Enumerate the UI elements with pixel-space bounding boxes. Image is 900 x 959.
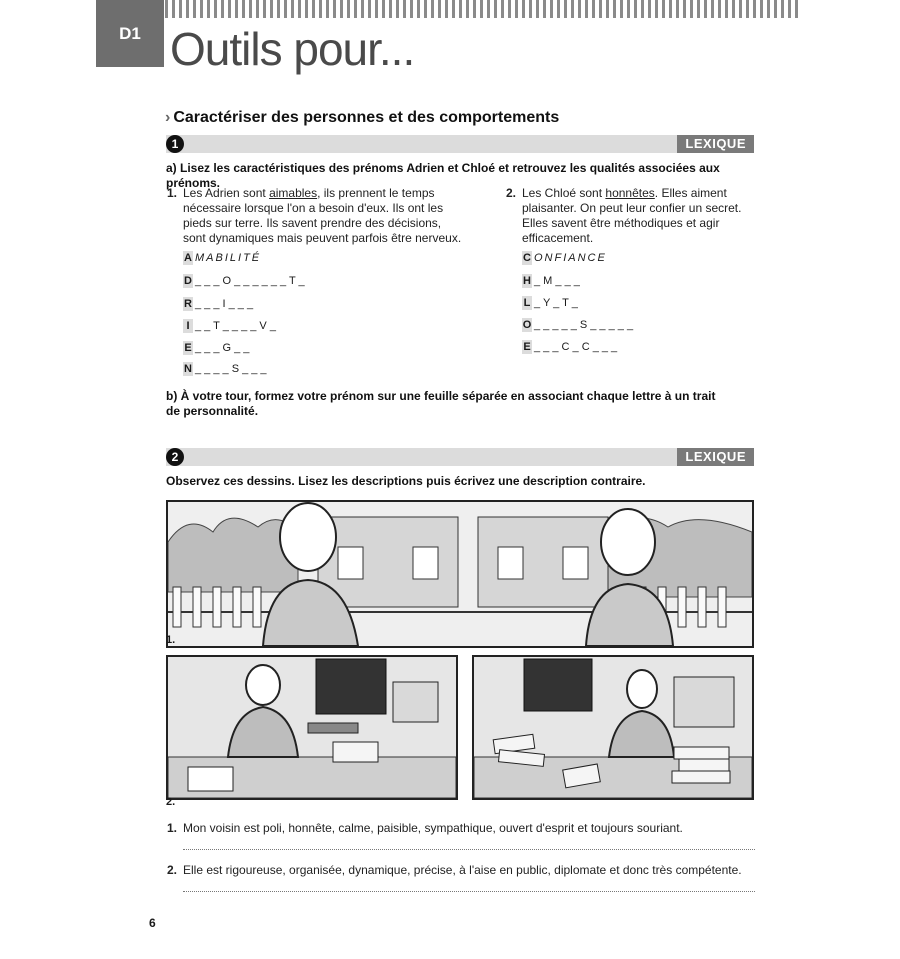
item-chloe xyxy=(506,186,752,246)
acrostic-letter: I xyxy=(183,319,193,333)
section-heading xyxy=(165,109,559,127)
acrostic-blanks[interactable]: _ M _ _ _ xyxy=(534,275,580,287)
exercise-2-instruction: Observez ces dessins. Lisez les descriptions puis écrivez une description contraire. xyxy=(166,474,646,488)
item-text: Les Chloé sont xyxy=(522,186,606,200)
underlined-word: aimables xyxy=(269,186,318,200)
acrostic-letter: N xyxy=(184,363,192,375)
item-text: . Elles aiment plaisanter. On peut leur confier un secret. Elles savent être méthodiques et agir efficacement. xyxy=(522,186,742,245)
acrostic-letter: A xyxy=(184,252,192,264)
illustration-1-label: 1. xyxy=(166,634,176,646)
illustration-tidy-office xyxy=(166,655,458,800)
answer-line-1[interactable] xyxy=(183,848,755,850)
acrostic-blanks[interactable]: _ _ _ _ _ S _ _ _ _ _ xyxy=(534,319,634,331)
exercise-1-bar xyxy=(166,135,754,153)
acrostic-blanks[interactable]: _ _ T _ _ _ _ V _ xyxy=(195,320,276,332)
question-2 xyxy=(167,863,758,878)
acrostic-letter: L xyxy=(523,297,531,309)
acrostic-letter: E xyxy=(523,341,531,353)
answer-line-2[interactable] xyxy=(183,890,755,892)
acrostic-letter: O xyxy=(522,319,532,331)
acrostic-letter: E xyxy=(184,342,192,354)
acrostic-word: ONFIANCE xyxy=(534,252,607,264)
acrostic-letter: H xyxy=(523,275,531,287)
acrostic-letter: D xyxy=(184,275,192,287)
acrostic-blanks[interactable]: _ _ _ I _ _ _ xyxy=(195,298,254,310)
acrostic-letter: R xyxy=(184,298,192,310)
acrostic-blanks[interactable]: _ _ _ C _ C _ _ _ xyxy=(534,341,618,353)
item-text: Les Adrien sont xyxy=(183,186,270,200)
header-stripe-decoration xyxy=(165,0,802,18)
acrostic-blanks[interactable]: _ Y _ T _ xyxy=(534,297,578,309)
exercise-1b-instruction: b) À votre tour, formez votre prénom sur une feuille séparée en associant chaque lettre à un trait de personnalité. xyxy=(166,389,716,418)
item-text: , ils prennent le temps nécessaire lorsque l'on a besoin d'eux. Ils ont les pieds sur terre. Ils savent prendre des décisions, sont dynamiques mais peuvent parfois être nerveux. xyxy=(183,186,462,245)
acrostic-word: MABILITÉ xyxy=(195,252,262,264)
illustration-2-label: 2. xyxy=(166,796,176,808)
neighbours-drawing xyxy=(168,502,752,646)
illustration-neighbours xyxy=(166,500,754,648)
exercise-1a-instruction: a) Lisez les caractéristiques des prénoms Adrien et Chloé et retrouvez les qualités associées aux prénoms. xyxy=(166,161,720,190)
page-title: Outils pour... xyxy=(170,23,415,75)
unit-label: D1 xyxy=(119,23,141,43)
question-number: 2. xyxy=(167,863,178,877)
lexique-tag: LEXIQUE xyxy=(677,448,754,466)
section-heading-text: Caractériser des personnes et des comportements xyxy=(173,109,560,126)
acrostic-letter: C xyxy=(523,252,531,264)
exercise-2-bar xyxy=(166,448,754,466)
exercise-number-badge: 2 xyxy=(166,448,184,466)
question-1 xyxy=(167,821,758,836)
page-number: 6 xyxy=(149,916,156,930)
item-adrien xyxy=(167,186,465,246)
chevron-right-icon: › xyxy=(165,109,171,126)
acrostic-blanks[interactable]: _ _ _ O _ _ _ _ _ _ T _ xyxy=(195,275,305,287)
messy-office-drawing xyxy=(474,657,752,798)
acrostic-blanks[interactable]: _ _ _ G _ _ xyxy=(195,342,250,354)
exercise-number-badge: 1 xyxy=(166,135,184,153)
item-number: 2. xyxy=(506,186,517,200)
tidy-office-drawing xyxy=(168,657,456,798)
lexique-tag: LEXIQUE xyxy=(677,135,754,153)
question-text: Mon voisin est poli, honnête, calme, paisible, sympathique, ouvert d'esprit et toujours souriant. xyxy=(183,821,683,835)
acrostic-blanks[interactable]: _ _ _ _ S _ _ _ xyxy=(195,363,267,375)
underlined-word: honnêtes xyxy=(605,186,655,200)
question-number: 1. xyxy=(167,821,178,835)
unit-tab xyxy=(96,0,164,67)
illustration-messy-office xyxy=(472,655,754,800)
item-number: 1. xyxy=(167,186,178,200)
question-text: Elle est rigoureuse, organisée, dynamique, précise, à l'aise en public, diplomate et donc très compétente. xyxy=(183,863,742,877)
